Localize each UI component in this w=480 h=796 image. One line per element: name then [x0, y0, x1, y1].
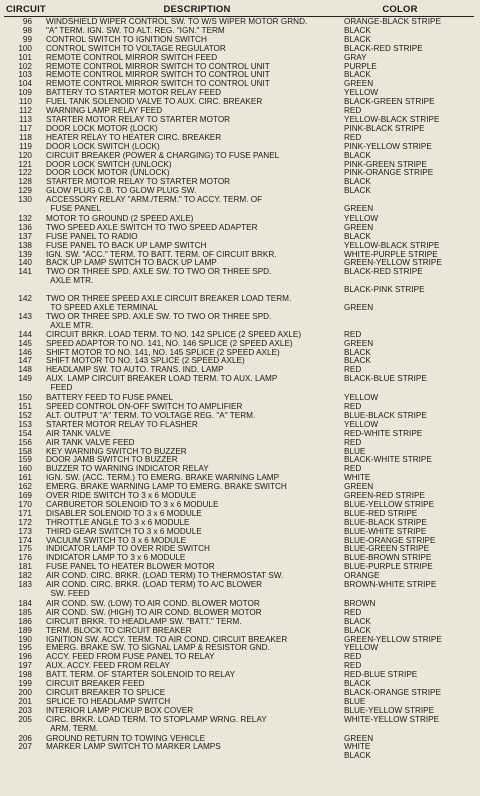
circuit-number: 121	[18, 159, 32, 169]
wire-color: YELLOW-BLACK STRIPE	[344, 114, 440, 124]
wire-color: PINK-BLACK STRIPE	[344, 123, 425, 133]
circuit-number: 195	[18, 643, 32, 653]
table-row	[4, 54, 474, 63]
circuit-description: DOOR JAMB SWITCH TO BUZZER	[46, 456, 178, 465]
wire-color: WHITE-PURPLE STRIPE	[344, 249, 438, 259]
circuit-description: STARTER MOTOR RELAY TO FLASHER	[46, 420, 198, 429]
table-row	[4, 357, 474, 366]
circuit-number: 176	[18, 553, 32, 563]
wire-color: YELLOW	[344, 213, 379, 223]
circuit-description: THROTTLE ANGLE TO 3 x 6 MODULE	[46, 518, 190, 527]
circuit-table	[4, 18, 474, 761]
circuit-description: WARNING LAMP RELAY FEED	[46, 107, 163, 116]
table-header	[4, 4, 474, 17]
wire-color: WHITE	[344, 742, 371, 752]
circuit-number: 173	[18, 526, 32, 536]
circuit-number: 199	[18, 679, 32, 689]
circuit-description: CIRCUIT BREAKER (POWER & CHARGING) TO FUSE PANEL	[46, 151, 280, 160]
circuit-description: IGN. SW. (ACC. TERM.) TO EMERG. BRAKE WARNING LAMP	[46, 474, 280, 483]
circuit-number: 103	[18, 70, 32, 80]
table-row	[4, 80, 474, 89]
wire-color: BLUE-BLACK STRIPE	[344, 410, 427, 420]
wire-color: BLACK	[344, 347, 371, 357]
circuit-description: KEY WARNING SWITCH TO BUZZER	[46, 447, 187, 456]
circuit-description: DOOR LOCK SWITCH (LOCK)	[46, 142, 160, 151]
wire-color: RED-BLUE STRIPE	[344, 670, 418, 680]
color-header: COLOR	[382, 4, 418, 15]
wire-color: BLUE-YELLOW STRIPE	[344, 499, 435, 509]
table-row	[4, 18, 474, 27]
circuit-number: 172	[18, 517, 32, 527]
table-row	[4, 581, 474, 599]
circuit-description: CIRCUIT BREAKER TO SPLICE	[46, 688, 166, 697]
table-row	[4, 98, 474, 107]
table-row	[4, 474, 474, 483]
wire-color: RED	[344, 652, 362, 662]
table-row	[4, 743, 474, 752]
wire-color: PURPLE	[344, 61, 377, 71]
table-row	[4, 752, 474, 761]
circuit-description: DISABLER SOLENOID TO 3 x 6 MODULE	[46, 509, 202, 518]
table-row	[4, 295, 474, 313]
circuit-number: 196	[18, 652, 32, 662]
circuit-description: IGN. SW. "ACC." TERM. TO BATT. TERM. OF CIRCUIT BRKR.	[46, 250, 277, 259]
circuit-description: FUEL TANK SOLENOID VALVE TO AUX. CIRC. BREAKER	[46, 98, 263, 107]
circuit-number: 206	[18, 733, 32, 743]
circuit-description: HEADLAMP SW. TO AUTO. TRANS. IND. LAMP	[46, 366, 224, 375]
circuit-description: BATTERY FEED TO FUSE PANEL	[46, 394, 173, 403]
wire-color: GRAY	[344, 52, 367, 62]
table-row	[4, 331, 474, 340]
table-row	[4, 71, 474, 80]
circuit-number: 201	[18, 696, 32, 706]
wire-color: BROWN-WHITE STRIPE	[344, 580, 437, 590]
circuit-number: 174	[18, 535, 32, 545]
circuit-description: AIR COND. SW. (HIGH) TO AIR COND. BLOWER MOTOR	[46, 608, 262, 617]
circuit-number: 140	[18, 258, 32, 268]
circuit-description: AIR COND. SW. (LOW) TO AIR COND. BLOWER MOTOR	[46, 599, 260, 608]
table-row	[4, 45, 474, 54]
circuit-description: AIR TANK VALVE FEED	[46, 438, 135, 447]
circuit-description: TWO OR THREE SPD. AXLE SW. TO TWO OR THREE SPD. AXLE MTR.	[46, 268, 272, 286]
circuit-number: 198	[18, 670, 32, 680]
circuit-number: 102	[18, 61, 32, 71]
wire-color: BLUE-BROWN STRIPE	[344, 553, 432, 563]
table-row	[4, 412, 474, 421]
circuit-description: CONTROL SWITCH TO IGNITION SWITCH	[46, 35, 207, 44]
circuit-number: 158	[18, 446, 32, 456]
circuit-description: CONTROL SWITCH TO VOLTAGE REGULATOR	[46, 44, 226, 53]
circuit-description: STARTER MOTOR RELAY TO STARTER MOTOR	[46, 178, 231, 187]
circuit-description: INTERIOR LAMP PICKUP BOX COVER	[46, 706, 194, 715]
circuit-description: ALT. OUTPUT "A" TERM. TO VOLTAGE REG. "A" TERM.	[46, 411, 256, 420]
wire-color: BLUE-YELLOW STRIPE	[344, 705, 435, 715]
circuit-description: MOTOR TO GROUND (2 SPEED AXLE)	[46, 214, 194, 223]
table-row	[4, 215, 474, 224]
table-row	[4, 465, 474, 474]
wire-color: BLACK-RED STRIPE	[344, 267, 423, 277]
wire-color: BLACK	[344, 70, 371, 80]
circuit-description: CIRCUIT BREAKER FEED	[46, 680, 145, 689]
circuit-number: 122	[18, 168, 32, 178]
wire-color: BROWN	[344, 598, 376, 608]
wire-color: RED	[344, 437, 362, 447]
circuit-description: GLOW PLUG C.B. TO GLOW PLUG SW.	[46, 187, 197, 196]
table-row	[4, 671, 474, 680]
wire-color: ORANGE-BLACK STRIPE	[344, 17, 441, 26]
circuit-number: 128	[18, 177, 32, 187]
circuit-number: 110	[18, 97, 32, 107]
table-row	[4, 456, 474, 465]
circuit-number: 207	[18, 742, 32, 752]
circuit-number: 149	[18, 374, 32, 384]
wire-color: BLACK	[344, 34, 371, 44]
wire-color: BLACK-ORANGE STRIPE	[344, 687, 441, 697]
circuit-description: AIR TANK VALVE	[46, 429, 111, 438]
circuit-description: "A" TERM. IGN. SW. TO ALT. REG. "IGN." TERM	[46, 26, 225, 35]
circuit-description: EMERG. BRAKE SW. TO SIGNAL LAMP & RESISTOR GND.	[46, 644, 270, 653]
circuit-number: 145	[18, 338, 32, 348]
circuit-number: 142	[18, 294, 32, 304]
circuit-description: TWO OR THREE SPD. AXLE SW. TO TWO OR THREE SPD. AXLE MTR.	[46, 312, 272, 330]
circuit-number: 109	[18, 88, 32, 98]
wire-color: BLACK	[344, 616, 371, 626]
circuit-number: 152	[18, 410, 32, 420]
circuit-number: 137	[18, 231, 32, 241]
circuit-description: GROUND RETURN TO TOWING VEHICLE	[46, 734, 206, 743]
wire-color: RED	[344, 401, 362, 411]
circuit-number: 130	[18, 195, 32, 205]
circuit-number: 100	[18, 43, 32, 53]
circuit-description: BATTERY TO STARTER MOTOR RELAY FEED	[46, 89, 222, 98]
table-row	[4, 430, 474, 439]
circuit-description: HEATER RELAY TO HEATER CIRC. BREAKER	[46, 133, 222, 142]
table-row	[4, 716, 474, 734]
table-row	[4, 125, 474, 134]
circuit-number: 153	[18, 419, 32, 429]
circuit-number: 139	[18, 249, 32, 259]
circuit-number: 113	[18, 114, 32, 124]
wire-color: YELLOW	[344, 419, 379, 429]
circuit-description: SPEED ADAPTOR TO NO. 141, NO. 146 SPLICE (2 SPEED AXLE)	[46, 339, 293, 348]
circuit-number: 183	[18, 580, 32, 590]
wire-color: RED	[344, 329, 362, 339]
table-row	[4, 340, 474, 349]
table-row	[4, 187, 474, 196]
circuit-number: 119	[18, 141, 32, 151]
circuit-description: DOOR LOCK MOTOR (LOCK)	[46, 124, 158, 133]
circuit-number: 138	[18, 240, 32, 250]
circuit-description: DOOR LOCK SWITCH (UNLOCK)	[46, 160, 172, 169]
wire-color: GREEN	[344, 338, 374, 348]
circuit-number: 171	[18, 508, 32, 518]
table-row	[4, 63, 474, 72]
wire-color: GREEN	[344, 204, 374, 214]
wire-color: RED	[344, 661, 362, 671]
circuit-description: BATT. TERM. OF STARTER SOLENOID TO RELAY	[46, 671, 236, 680]
circuit-number: 112	[18, 106, 32, 116]
circuit-number: 159	[18, 455, 32, 465]
circuit-number: 144	[18, 329, 32, 339]
circuit-number: 156	[18, 437, 32, 447]
wire-color: RED	[344, 132, 362, 142]
wire-color: RED	[344, 464, 362, 474]
circuit-number: 154	[18, 428, 32, 438]
wire-color: PINK-GREEN STRIPE	[344, 159, 427, 169]
circuit-number: 203	[18, 705, 32, 715]
wire-color: BLACK	[344, 679, 371, 689]
table-row	[4, 268, 474, 286]
wire-color: BLUE-BLACK STRIPE	[344, 517, 427, 527]
wire-color: BLACK	[344, 625, 371, 635]
circuit-number: 161	[18, 473, 32, 483]
wire-color: PINK-YELLOW STRIPE	[344, 141, 432, 151]
circuit-number: 132	[18, 213, 32, 223]
wire-color: BLACK-BLUE STRIPE	[344, 374, 427, 384]
circuit-description: TWO SPEED AXLE SWITCH TO TWO SPEED ADAPTER	[46, 223, 258, 232]
circuit-number: 189	[18, 625, 32, 635]
table-row	[4, 653, 474, 662]
wire-color: BLACK-WHITE STRIPE	[344, 455, 432, 465]
circuit-description: ACCY. FEED FROM FUSE PANEL TO RELAY	[46, 653, 215, 662]
table-row	[4, 224, 474, 233]
wire-color: BLACK	[344, 177, 371, 187]
circuit-number: 118	[18, 132, 32, 142]
circuit-description: BACK UP LAMP SWITCH TO BACK UP LAMP	[46, 259, 217, 268]
circuit-description: SHIFT MOTOR TO NO. 143 SPLICE (2 SPEED AXLE)	[46, 357, 245, 366]
circuit-description: MARKER LAMP SWITCH TO MARKER LAMPS	[46, 743, 221, 752]
wire-color: GREEN-YELLOW STRIPE	[344, 258, 442, 268]
wire-color: YELLOW-BLACK STRIPE	[344, 240, 440, 250]
wire-color: RED	[344, 607, 362, 617]
circuit-number: 181	[18, 562, 32, 572]
wire-color: GREEN-YELLOW STRIPE	[344, 634, 442, 644]
wire-color: GREEN	[344, 482, 374, 492]
wire-color: BLACK-GREEN STRIPE	[344, 97, 435, 107]
wire-color: RED-WHITE STRIPE	[344, 428, 423, 438]
wire-color: BLACK	[344, 150, 371, 160]
table-row	[4, 27, 474, 36]
wire-color: YELLOW	[344, 643, 379, 653]
table-row	[4, 394, 474, 403]
circuit-description: FUSE PANEL TO RADIO	[46, 232, 138, 241]
circuit-number: 186	[18, 616, 32, 626]
circuit-description: REMOTE CONTROL MIRROR SWITCH FEED	[46, 53, 218, 62]
circuit-number: 175	[18, 544, 32, 554]
circuit-number: 160	[18, 464, 32, 474]
wire-color: GREEN	[344, 222, 374, 232]
wire-color: BLACK	[344, 25, 371, 35]
circuit-description: REMOTE CONTROL MIRROR SWITCH TO CONTROL UNIT	[46, 71, 270, 80]
circuit-description: AUX. ACCY. FEED FROM RELAY	[46, 662, 170, 671]
table-row	[4, 375, 474, 393]
wire-color: BLUE	[344, 446, 366, 456]
table-row	[4, 689, 474, 698]
circuit-description: THIRD GEAR SWITCH TO 3 x 6 MODULE	[46, 527, 202, 536]
table-row	[4, 178, 474, 187]
circuit-description: INDICATOR LAMP TO 3 x 6 MODULE	[46, 554, 186, 563]
circuit-number: 151	[18, 401, 32, 411]
table-row	[4, 609, 474, 618]
table-row	[4, 169, 474, 178]
circuit-number: 190	[18, 634, 32, 644]
circuit-description: STARTER MOTOR RELAY TO STARTER MOTOR	[46, 115, 231, 124]
wire-color: BLUE-GREEN STRIPE	[344, 544, 430, 554]
circuit-description: DOOR LOCK MOTOR (UNLOCK)	[46, 169, 170, 178]
circuit-number: 98	[22, 25, 32, 35]
circuit-number: 96	[22, 17, 32, 26]
circuit-number: 200	[18, 687, 32, 697]
wire-color: GREEN	[344, 733, 374, 743]
table-row	[4, 196, 474, 214]
circuit-number: 136	[18, 222, 32, 232]
table-row	[4, 286, 474, 295]
circuit-description: SPLICE TO HEADLAMP SWITCH	[46, 697, 171, 706]
circuit-description: WINDSHIELD WIPER CONTROL SW. TO W/S WIPER MOTOR GRND.	[46, 18, 308, 26]
circuit-description: SHIFT MOTOR TO NO. 141, NO. 145 SPLICE (2 SPEED AXLE)	[46, 348, 280, 357]
circuit-number: 146	[18, 347, 32, 357]
circuit-description: FUSE PANEL TO BACK UP LAMP SWITCH	[46, 241, 207, 250]
description-header: DESCRIPTION	[163, 4, 231, 15]
table-row	[4, 636, 474, 645]
circuit-number: 101	[18, 52, 32, 62]
table-row	[4, 349, 474, 358]
wire-color: BLUE-PURPLE STRIPE	[344, 562, 433, 572]
circuit-description: IGNITION SW. ACCY. TERM. TO AIR COND. CIRCUIT BREAKER	[46, 635, 288, 644]
wire-color: PINK-ORANGE STRIPE	[344, 168, 434, 178]
circuit-description: INDICATOR LAMP TO OVER RIDE SWITCH	[46, 545, 210, 554]
wire-color: GREEN	[344, 79, 374, 89]
circuit-description: CIRCUIT BRKR. TO HEADLAMP SW. "BATT." TERM.	[46, 617, 242, 626]
wire-color: BLACK-RED STRIPE	[344, 43, 423, 53]
circuit-description: REMOTE CONTROL MIRROR SWITCH TO CONTROL UNIT	[46, 62, 270, 71]
table-row	[4, 143, 474, 152]
circuit-header: CIRCUIT	[6, 4, 46, 15]
table-row	[4, 439, 474, 448]
table-row	[4, 313, 474, 331]
wire-color: BLUE-RED STRIPE	[344, 508, 418, 518]
wire-color: GREEN	[344, 302, 374, 312]
circuit-description: OVER RIDE SWITCH TO 3 x 6 MODULE	[46, 492, 197, 501]
circuit-number: 143	[18, 311, 32, 321]
circuit-description: ACCESSORY RELAY "ARM./TERM." TO ACCY. TERM. OF FUSE PANEL	[46, 196, 263, 214]
circuit-description: CARBURETOR SOLENOID TO 3 x 6 MODULE	[46, 500, 219, 509]
circuit-description: CIRCUIT BRKR. LOAD TERM. TO NO. 142 SPLICE (2 SPEED AXLE)	[46, 330, 302, 339]
circuit-number: 104	[18, 79, 32, 89]
table-row	[4, 644, 474, 653]
wire-color: BLACK-PINK STRIPE	[344, 285, 425, 295]
circuit-number: 129	[18, 186, 32, 196]
circuit-number: 147	[18, 356, 32, 366]
circuit-description: TWO OR THREE SPEED AXLE CIRCUIT BREAKER LOAD TERM. TO SPEED AXLE TERMINAL	[46, 295, 292, 312]
circuit-number: 150	[18, 393, 32, 403]
circuit-description: BUZZER TO WARNING INDICATOR RELAY	[46, 465, 209, 474]
wire-color: BLACK	[344, 186, 371, 196]
table-row	[4, 618, 474, 627]
wire-color: BLUE-ORANGE STRIPE	[344, 535, 436, 545]
circuit-description: VACUUM SWITCH TO 3 x 6 MODULE	[46, 536, 187, 545]
circuit-description: EMERG. BRAKE WARNING LAMP TO EMERG. BRAKE SWITCH	[46, 483, 287, 492]
table-row	[4, 600, 474, 609]
wire-color: RED	[344, 365, 362, 375]
circuit-number: 120	[18, 150, 32, 160]
circuit-description: AUX. LAMP CIRCUIT BREAKER LOAD TERM. TO AUX. LAMP FEED	[46, 375, 278, 393]
wire-color: BLACK	[344, 231, 371, 241]
wire-color: YELLOW	[344, 393, 379, 403]
wire-color: GREEN-RED STRIPE	[344, 491, 425, 501]
circuit-number: 117	[18, 123, 32, 133]
wire-color: BLUE-WHITE STRIPE	[344, 526, 427, 536]
wire-color: ORANGE	[344, 571, 380, 581]
circuit-number: 169	[18, 491, 32, 501]
circuit-number: 99	[22, 34, 32, 44]
circuit-description: AIR COND. CIRC. BRKR. (LOAD TERM) TO THERMOSTAT SW.	[46, 572, 284, 581]
circuit-number: 205	[18, 714, 32, 724]
circuit-number: 170	[18, 499, 32, 509]
wire-color: BLACK	[344, 356, 371, 366]
circuit-number: 184	[18, 598, 32, 608]
circuit-number: 162	[18, 482, 32, 492]
wire-color: BLUE	[344, 696, 366, 706]
wire-color: WHITE	[344, 473, 371, 483]
wire-color: BLACK	[344, 751, 371, 761]
circuit-number: 148	[18, 365, 32, 375]
circuit-number: 197	[18, 661, 32, 671]
circuit-number: 185	[18, 607, 32, 617]
circuit-number: 182	[18, 571, 32, 581]
wire-color: RED	[344, 106, 362, 116]
wire-color: YELLOW	[344, 88, 379, 98]
circuit-description: TERM. BLOCK TO CIRCUIT BREAKER	[46, 626, 192, 635]
table-row	[4, 735, 474, 744]
wire-color: WHITE-YELLOW STRIPE	[344, 714, 440, 724]
circuit-number: 141	[18, 267, 32, 277]
table-row	[4, 563, 474, 572]
circuit-description: REMOTE CONTROL MIRROR SWITCH TO CONTROL UNIT	[46, 80, 270, 89]
circuit-description: SPEED CONTROL ON-OFF SWITCH TO AMPLIFIER	[46, 402, 243, 411]
circuit-description: FUSE PANEL TO HEATER BLOWER MOTOR	[46, 563, 215, 572]
circuit-description: AIR COND. CIRC. BRKR. (LOAD TERM) TO A/C BLOWER SW. FEED	[46, 581, 263, 598]
circuit-description: CIRC. BRKR. LOAD TERM. TO STOPLAMP WRNG. RELAY ARM. TERM.	[46, 715, 267, 733]
